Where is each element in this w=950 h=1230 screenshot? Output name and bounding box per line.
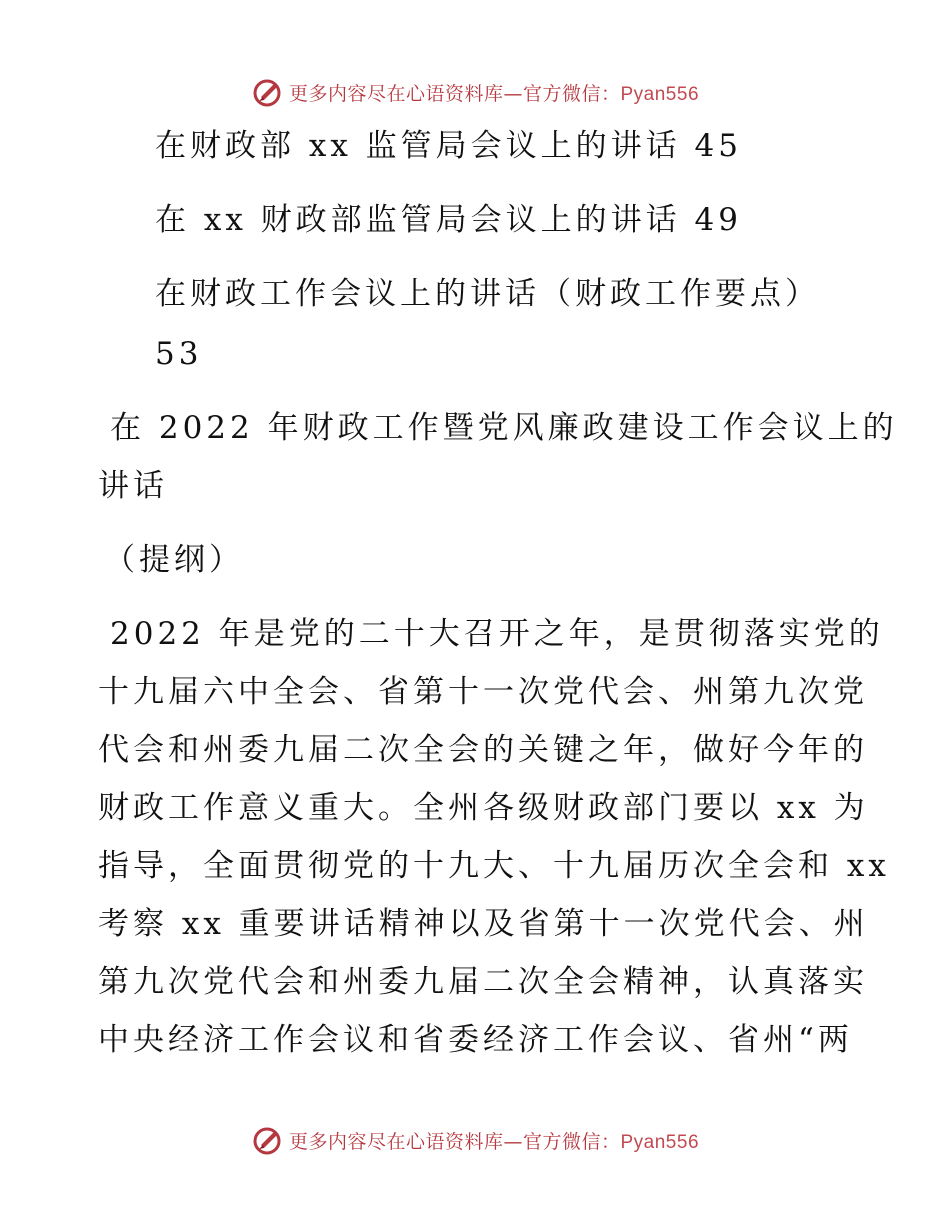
- body-line: 十九届六中全会、省第十一次党代会、州第九次党: [98, 674, 868, 710]
- toc-item-title: 在 xx 财政部监管局会议上的讲话: [155, 202, 681, 238]
- body-line: 财政工作意义重大。全州各级财政部门要以 xx 为: [98, 790, 869, 826]
- watermark-brand: 更多内容尽在心语资料库: [288, 82, 504, 105]
- document-subtitle: （提纲）: [104, 542, 244, 578]
- toc-item-page: 45: [694, 128, 742, 164]
- watermark-id: Pyan556: [620, 1131, 700, 1153]
- watermark-text: [289, 1127, 699, 1154]
- watermark-label: 官方微信：: [522, 1130, 621, 1153]
- toc-item-page: 53: [155, 336, 203, 372]
- body-line: 代会和州委九届二次全会的关键之年，做好今年的: [98, 732, 868, 768]
- watermark-id: Pyan556: [620, 83, 700, 105]
- body-line: 第九次党代会和州委九届二次全会精神，认真落实: [98, 964, 868, 1000]
- watermark-label: 官方微信：: [522, 82, 621, 105]
- body-line: 2022 年是党的二十大召开之年，是贯彻落实党的: [110, 616, 884, 652]
- watermark-brand: 更多内容尽在心语资料库: [288, 1130, 504, 1153]
- toc-item-page-wrapped: [155, 334, 202, 374]
- brush-logo-icon: [251, 75, 285, 109]
- document-title-line-1: 在 2022 年财政工作暨党风廉政建设工作会议上的: [110, 410, 898, 446]
- watermark-separator: —: [503, 1130, 523, 1153]
- body-line: 考察 xx 重要讲话精神以及省第十一次党代会、州: [98, 906, 869, 942]
- toc-item-title: 在财政工作会议上的讲话（财政工作要点）: [155, 276, 820, 312]
- toc-item[interactable]: [155, 200, 742, 240]
- document-title-line-2: 讲话: [98, 468, 168, 504]
- toc-item[interactable]: [155, 126, 742, 166]
- body-line: 指导，全面贯彻党的十九大、十九届历次全会和 xx: [98, 848, 890, 884]
- watermark-text: [289, 79, 699, 106]
- toc-item-page: 49: [694, 202, 742, 238]
- watermark-header: [0, 72, 950, 112]
- watermark-footer: [0, 1120, 950, 1160]
- toc-item[interactable]: [155, 274, 820, 314]
- brush-logo-icon: [251, 1123, 285, 1157]
- toc-item-title: 在财政部 xx 监管局会议上的讲话: [155, 128, 681, 164]
- watermark-separator: —: [503, 82, 523, 105]
- body-line: 中央经济工作会议和省委经济工作会议、省州“两: [98, 1022, 853, 1058]
